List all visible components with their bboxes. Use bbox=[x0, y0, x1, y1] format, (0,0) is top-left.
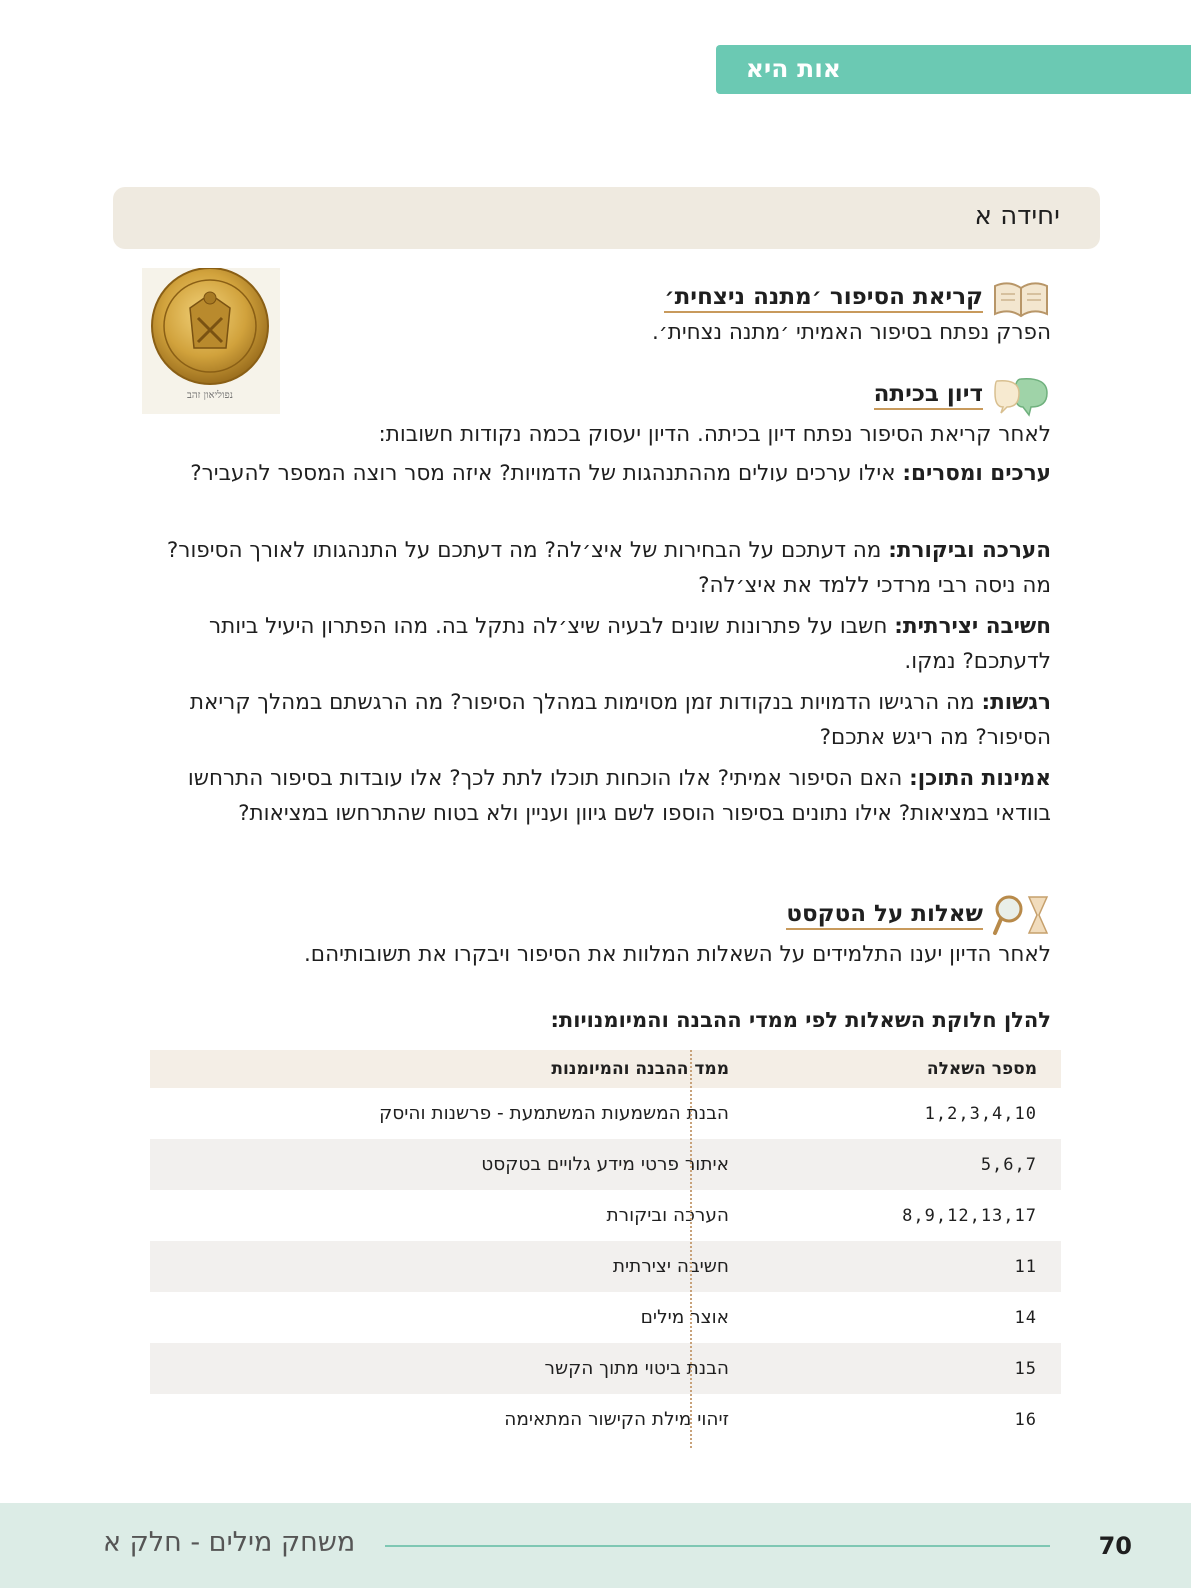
discussion-point-text: מה דעתכם על הבחירות של איצ׳לה? מה דעתכם על התנהגותו לאורך הסיפור? מה ניסה רבי מרדכי ללמד את איצ׳לה? bbox=[166, 538, 1051, 598]
coin-caption: נפוליאון זהב bbox=[187, 390, 233, 401]
skill-name: זיהוי מילת הקישור המתאימה bbox=[504, 1409, 729, 1430]
footer-divider bbox=[385, 1545, 1050, 1547]
discussion-title: דיון בכיתה bbox=[874, 381, 983, 410]
discussion-point bbox=[141, 609, 1051, 679]
unit-title: יחידה א bbox=[974, 201, 1060, 231]
magnifier-hourglass-icon bbox=[991, 893, 1051, 937]
table-title: להלן חלוקת השאלות לפי ממדי ההבנה והמיומנויות: bbox=[550, 1008, 1051, 1032]
questions-heading bbox=[786, 893, 1051, 937]
speech-bubbles-icon bbox=[991, 373, 1051, 417]
table-row bbox=[150, 1343, 1061, 1394]
reading-heading bbox=[664, 276, 1051, 320]
question-numbers: 1,2,3,4,10 bbox=[924, 1103, 1037, 1124]
skill-name: הבנת ביטוי מתוך הקשר bbox=[150, 1343, 753, 1394]
page-number: 70 bbox=[1098, 1532, 1132, 1560]
reading-text: הפרק נפתח בסיפור האמיתי ׳מתנה נצחית׳. bbox=[651, 320, 1051, 345]
discussion-point-label: רגשות: bbox=[981, 690, 1051, 715]
question-numbers: 8,9,12,13,17 bbox=[902, 1205, 1037, 1226]
question-numbers: 16 bbox=[1014, 1409, 1037, 1430]
table-row bbox=[150, 1394, 1061, 1445]
discussion-point bbox=[141, 456, 1051, 491]
table-row bbox=[150, 1139, 1061, 1190]
table-row bbox=[150, 1241, 1061, 1292]
discussion-point-text: אילו ערכים עולים מההתנהגות של הדמויות? איזה מסר רוצה המספר להעביר? bbox=[190, 461, 896, 486]
chapter-tab bbox=[716, 45, 1191, 94]
discussion-heading bbox=[874, 373, 1051, 417]
discussion-point-label: הערכה וביקורת: bbox=[888, 538, 1051, 563]
table-header-skill: ממד ההבנה והמיומנות bbox=[150, 1050, 753, 1088]
discussion-point bbox=[141, 533, 1051, 603]
table-header-row bbox=[150, 1050, 1061, 1088]
question-numbers: 15 bbox=[753, 1343, 1061, 1394]
chapter-tab-label: אות היא bbox=[745, 54, 841, 83]
skill-name: הבנת המשמעות המשתמעת - פרשנות והיסק bbox=[379, 1103, 729, 1124]
skill-name: איתור פרטי מידע גלויים בטקסט bbox=[150, 1139, 753, 1190]
discussion-intro: לאחר קריאת הסיפור נפתח דיון בכיתה. הדיון יעסוק בכמה נקודות חשובות: bbox=[378, 422, 1051, 447]
question-numbers: 14 bbox=[1014, 1307, 1037, 1328]
table-column-divider bbox=[690, 1050, 692, 1448]
discussion-point bbox=[141, 685, 1051, 755]
discussion-point-label: אמינות התוכן: bbox=[909, 766, 1051, 791]
discussion-point-text: מה הרגישו הדמויות בנקודות זמן מסוימות במהלך הסיפור? מה הרגשתם במהלך קריאת הסיפור? מה ריגש אתכם? bbox=[189, 690, 1051, 750]
skill-name: אוצר מילים bbox=[640, 1307, 729, 1328]
table-row bbox=[150, 1190, 1061, 1241]
page-footer bbox=[0, 1503, 1191, 1588]
table-header-question-number: מספר השאלה bbox=[753, 1050, 1061, 1088]
discussion-point-text: האם הסיפור אמיתי? אלו הוכחות תוכלו לתת לכך? אלו עובדות בסיפור התרחשו בוודאי במציאות? אילו נתונים בסיפור הוספו לשם גיוון ועניין ולא בטוח שהתרחשו במציאות? bbox=[187, 766, 1051, 826]
skills-table bbox=[150, 1050, 1061, 1445]
question-numbers: 5,6,7 bbox=[753, 1139, 1061, 1190]
unit-header bbox=[113, 187, 1100, 249]
discussion-point-label: ערכים ומסרים: bbox=[902, 461, 1051, 486]
skill-name: הערכה וביקורת bbox=[606, 1205, 729, 1226]
discussion-point-text: חשבו על פתרונות שונים לבעיה שיצ׳לה נתקל בה. מהו הפתרון היעיל ביותר לדעתכם? נמקו. bbox=[208, 614, 1051, 674]
skill-name: חשיבה יצירתית bbox=[150, 1241, 753, 1292]
book-title: משחק מילים - חלק א bbox=[103, 1527, 356, 1558]
open-book-icon bbox=[991, 276, 1051, 320]
questions-title: שאלות על הטקסט bbox=[786, 901, 983, 930]
reading-title: קריאת הסיפור ׳מתנה ניצחית׳ bbox=[664, 284, 983, 313]
discussion-point-label: חשיבה יצירתית: bbox=[894, 614, 1051, 639]
table-row bbox=[150, 1088, 1061, 1139]
table-row bbox=[150, 1292, 1061, 1343]
question-numbers: 11 bbox=[753, 1241, 1061, 1292]
discussion-point bbox=[141, 761, 1051, 831]
questions-text: לאחר הדיון יענו התלמידים על השאלות המלוות את הסיפור ויבקרו את תשובותיהם. bbox=[303, 942, 1051, 967]
